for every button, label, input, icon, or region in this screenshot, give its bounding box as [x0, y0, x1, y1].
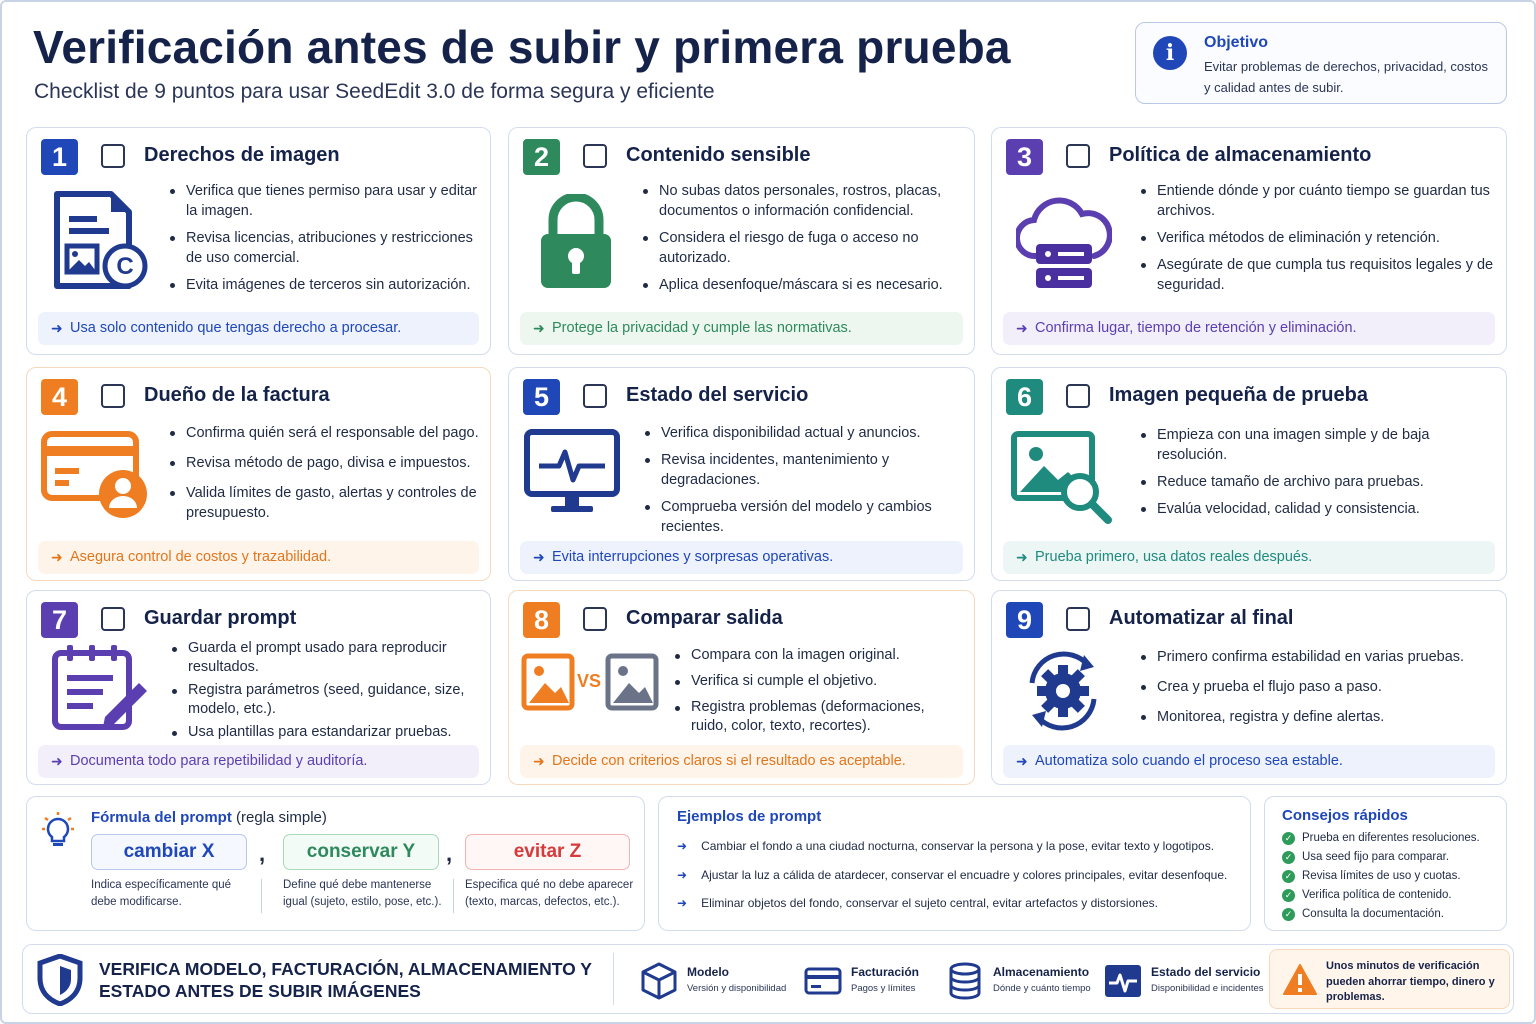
- tip-text: Asegura control de costos y trazabilidad.: [70, 549, 332, 565]
- footer-item-sub: Pagos y límites: [851, 983, 916, 994]
- formula-title: Fórmula del prompt: [91, 809, 232, 826]
- tip-item: ✓ Verifica política de contenido.: [1282, 886, 1480, 905]
- bullet-item: Evalúa velocidad, calidad y consistencia.: [1139, 499, 1459, 519]
- check-icon: ✓: [1282, 832, 1295, 845]
- example-item: [677, 839, 1214, 853]
- card-number: 5: [523, 379, 560, 415]
- footer-item-modelo: [639, 961, 787, 1006]
- footer-title: VERIFICA MODELO, FACTURACIÓN, ALMACENAMIENTO Y ESTADO ANTES DE SUBIR IMÁGENES: [99, 959, 592, 1001]
- example-text: Ajustar la luz a cálida de atardecer, conservar el encuadre y colores principales, evitar desenfoque.: [701, 868, 1228, 882]
- tip-text: Automatiza solo cuando el proceso sea estable.: [1035, 753, 1343, 769]
- card-title: Contenido sensible: [626, 144, 811, 166]
- card-title: Política de almacenamiento: [1109, 144, 1372, 166]
- tip-item: ✓ Consulta la documentación.: [1282, 905, 1480, 924]
- arrow-right-icon: ➜: [677, 868, 688, 882]
- info-icon: i: [1153, 36, 1187, 70]
- footer-item-sub: Dónde y cuánto tiempo: [993, 983, 1091, 994]
- arrow-right-icon: ➜: [677, 896, 688, 910]
- bullet-item: Verifica métodos de eliminación y retención.: [1139, 228, 1494, 248]
- bullet-item: Monitorea, registra y define alertas.: [1139, 707, 1479, 727]
- arrow-right-icon: ➜: [533, 549, 545, 565]
- pill-evitar: evitar Z: [465, 834, 630, 870]
- card-comparar-salida: [508, 590, 975, 785]
- footer-banner: [22, 944, 1514, 1014]
- card-title: Derechos de imagen: [144, 144, 340, 166]
- arrow-right-icon: ➜: [1016, 549, 1028, 565]
- page-subtitle: Checklist de 9 puntos para usar SeedEdit 3.0 de forma segura y eficiente: [34, 80, 715, 103]
- bullet-item: Verifica que tienes permiso para usar y editar la imagen.: [168, 181, 478, 221]
- bullet-item: Evita imágenes de terceros sin autorización.: [168, 275, 478, 295]
- example-text: Eliminar objetos del fondo, conservar el sujeto central, evitar artefactos y distorsiones.: [701, 896, 1158, 910]
- tip-text: Usa solo contenido que tengas derecho a procesar.: [70, 320, 402, 336]
- comma-separator: ,: [259, 841, 266, 866]
- cloud-storage-icon: [1016, 196, 1112, 301]
- warning-box: [1269, 949, 1510, 1009]
- arrow-right-icon: ➜: [51, 320, 63, 336]
- footer-item-facturacion: [803, 961, 920, 1006]
- arrow-right-icon: ➜: [1016, 753, 1028, 769]
- footer-item-sub: Disponibilidad e incidentes: [1151, 983, 1264, 994]
- bullet-item: Registra parámetros (seed, guidance, size, modelo, etc.).: [170, 681, 480, 719]
- card-checkbox[interactable]: [583, 607, 607, 631]
- shield-icon: [37, 954, 83, 1011]
- card-checkbox[interactable]: [101, 384, 125, 408]
- image-compare-icon: [521, 653, 661, 718]
- pill-conservar: conservar Y: [283, 834, 439, 870]
- check-icon: ✓: [1282, 908, 1295, 921]
- bullet-item: Asegúrate de que cumpla tus requisitos legales y de seguridad.: [1139, 255, 1494, 295]
- arrow-right-icon: ➜: [51, 549, 63, 565]
- card-title: Automatizar al final: [1109, 607, 1294, 629]
- card-checkbox[interactable]: [101, 607, 125, 631]
- card-guardar-prompt: [26, 590, 491, 785]
- bullet-item: Revisa incidentes, mantenimiento y degradaciones.: [643, 450, 963, 490]
- formula-panel: [26, 796, 645, 931]
- image-search-icon: [1010, 430, 1114, 531]
- footer-item-almacenamiento: [945, 961, 1091, 1006]
- check-icon: ✓: [1282, 889, 1295, 902]
- vs-label: VS: [577, 671, 602, 691]
- card-checkbox[interactable]: [583, 384, 607, 408]
- footer-item-sub: Versión y disponibilidad: [687, 983, 787, 994]
- arrow-right-icon: ➜: [51, 753, 63, 769]
- bullet-item: Comprueba versión del modelo y cambios recientes.: [643, 497, 963, 537]
- pill-evitar-desc: Especifica qué no debe aparecer (texto, marcas, defectos, etc.).: [465, 879, 634, 908]
- gear-cycle-icon: [1018, 645, 1108, 742]
- bullet-item: Guarda el prompt usado para reproducir resultados.: [170, 639, 480, 677]
- card-title: Comparar salida: [626, 607, 783, 629]
- examples-panel: [658, 796, 1251, 931]
- bullet-item: Crea y prueba el flujo paso a paso.: [1139, 677, 1479, 697]
- bullet-item: Verifica si cumple el objetivo.: [673, 672, 963, 691]
- card-politica-almacenamiento: [991, 127, 1507, 355]
- bullet-item: Empieza con una imagen simple y de baja resolución.: [1139, 425, 1459, 465]
- tip-text: Decide con criterios claros si el resultado es aceptable.: [552, 753, 906, 769]
- card-number: 2: [523, 139, 560, 175]
- page-title: Verificación antes de subir y primera prueba: [33, 21, 1011, 73]
- bullet-item: Revisa método de pago, divisa e impuestos.: [168, 453, 483, 473]
- check-icon: ✓: [1282, 851, 1295, 864]
- divider: [453, 879, 454, 913]
- svg-text:C: C: [116, 253, 134, 280]
- arrow-right-icon: ➜: [1016, 320, 1028, 336]
- card-title: Estado del servicio: [626, 384, 809, 406]
- card-number: 1: [41, 139, 78, 175]
- divider: [261, 879, 262, 913]
- card-checkbox[interactable]: [1066, 144, 1090, 168]
- card-checkbox[interactable]: [101, 144, 125, 168]
- footer-item-estado: [1103, 961, 1264, 1006]
- warning-icon: [1282, 963, 1318, 997]
- card-tip: [520, 745, 963, 778]
- card-tip: [1003, 541, 1495, 574]
- card-number: 7: [41, 602, 78, 638]
- database-icon: [945, 961, 985, 1001]
- card-title: Imagen pequeña de prueba: [1109, 384, 1368, 406]
- warning-text: Unos minutos de verificación pueden ahorrar tiempo, dinero y problemas.: [1326, 960, 1495, 1003]
- card-number: 6: [1006, 379, 1043, 415]
- tip-item: ✓ Revisa límites de uso y cuotas.: [1282, 867, 1480, 886]
- card-tip: [38, 541, 479, 574]
- examples-title: Ejemplos de prompt: [677, 808, 822, 825]
- formula-title-note: (regla simple): [236, 809, 327, 826]
- pill-cambiar: cambiar X: [91, 834, 247, 870]
- bullet-item: Entiende dónde y por cuánto tiempo se guardan tus archivos.: [1139, 181, 1494, 221]
- arrow-right-icon: ➜: [533, 320, 545, 336]
- notepad-pencil-icon: [51, 643, 151, 736]
- card-checkbox[interactable]: [583, 144, 607, 168]
- bullet-item: Reduce tamaño de archivo para pruebas.: [1139, 472, 1459, 492]
- card-dueno-factura: [26, 367, 491, 581]
- card-tip: [520, 312, 963, 345]
- bullet-item: Revisa licencias, atribuciones y restricciones de uso comercial.: [168, 228, 478, 268]
- pill-cambiar-desc: Indica específicamente qué debe modificarse.: [91, 879, 232, 908]
- card-tip: [1003, 312, 1495, 345]
- bullet-item: Primero confirma estabilidad en varias pruebas.: [1139, 647, 1479, 667]
- bullet-item: Valida límites de gasto, alertas y controles de presupuesto.: [168, 483, 483, 523]
- card-automatizar: [991, 590, 1507, 785]
- tip-text: Documenta todo para repetibilidad y auditoría.: [70, 753, 368, 769]
- card-number: 8: [523, 602, 560, 638]
- monitor-pulse-icon: [523, 428, 623, 521]
- padlock-icon: [537, 194, 615, 295]
- tip-text: Confirma lugar, tiempo de retención y eliminación.: [1035, 320, 1357, 336]
- check-icon: ✓: [1282, 870, 1295, 883]
- pulse-icon: [1103, 961, 1143, 1001]
- footer-item-label: Almacenamiento: [993, 965, 1090, 979]
- objective-title: Objetivo: [1204, 34, 1269, 51]
- lightbulb-icon: [41, 811, 75, 854]
- bullet-item: Considera el riesgo de fuga o acceso no autorizado.: [641, 228, 961, 268]
- quick-tips-panel: [1264, 796, 1507, 931]
- card-tip: [38, 312, 479, 345]
- example-item: [677, 868, 1227, 882]
- card-number: 9: [1006, 602, 1043, 638]
- card-tip: [1003, 745, 1495, 778]
- example-text: Cambiar el fondo a una ciudad nocturna, conservar la persona y la pose, evitar texto y logotipos.: [701, 839, 1215, 853]
- billing-card-user-icon: [41, 430, 151, 527]
- bullet-item: Confirma quién será el responsable del pago.: [168, 423, 483, 443]
- tip-text: Prueba primero, usa datos reales después.: [1035, 549, 1313, 565]
- bullet-item: Aplica desenfoque/máscara si es necesario.: [641, 275, 961, 295]
- card-icon: [803, 961, 843, 1001]
- document-copyright-icon: [49, 188, 153, 297]
- card-estado-servicio: [508, 367, 975, 581]
- comma-separator: ,: [446, 841, 453, 866]
- objective-text: Evitar problemas de derechos, privacidad, costos y calidad antes de subir.: [1204, 59, 1488, 95]
- card-checkbox[interactable]: [1066, 384, 1090, 408]
- cube-icon: [639, 961, 679, 1001]
- card-tip: [520, 541, 963, 574]
- tip-item: ✓ Prueba en diferentes resoluciones.: [1282, 829, 1480, 848]
- card-number: 3: [1006, 139, 1043, 175]
- footer-item-label: Estado del servicio: [1151, 965, 1261, 979]
- arrow-right-icon: ➜: [533, 753, 545, 769]
- card-tip: [38, 745, 479, 778]
- card-contenido-sensible: [508, 127, 975, 355]
- bullet-item: Usa plantillas para estandarizar pruebas.: [170, 723, 480, 742]
- card-imagen-pequena: [991, 367, 1507, 581]
- pill-conservar-desc: Define qué debe mantenerse igual (sujeto, estilo, pose, etc.).: [283, 879, 442, 908]
- bullet-item: Compara con la imagen original.: [673, 646, 963, 665]
- footer-item-label: Facturación: [851, 965, 920, 979]
- divider: [613, 953, 614, 1005]
- card-title: Guardar prompt: [144, 607, 297, 629]
- bullet-item: No subas datos personales, rostros, placas, documentos o información confidencial.: [641, 181, 961, 221]
- bullet-item: Registra problemas (deformaciones, ruido, color, texto, recortes).: [673, 698, 963, 736]
- arrow-right-icon: ➜: [677, 839, 688, 853]
- quick-tips-title: Consejos rápidos: [1282, 807, 1408, 824]
- tip-text: Protege la privacidad y cumple las normativas.: [552, 320, 852, 336]
- card-derechos-imagen: [26, 127, 491, 355]
- card-checkbox[interactable]: [1066, 607, 1090, 631]
- card-title: Dueño de la factura: [144, 384, 330, 406]
- card-number: 4: [41, 379, 78, 415]
- example-item: [677, 896, 1158, 910]
- bullet-item: Verifica disponibilidad actual y anuncios.: [643, 423, 963, 443]
- tip-text: Evita interrupciones y sorpresas operativas.: [552, 549, 834, 565]
- footer-item-label: Modelo: [687, 965, 729, 979]
- objective-box: [1135, 22, 1507, 104]
- tip-item: ✓ Usa seed fijo para comparar.: [1282, 848, 1480, 867]
